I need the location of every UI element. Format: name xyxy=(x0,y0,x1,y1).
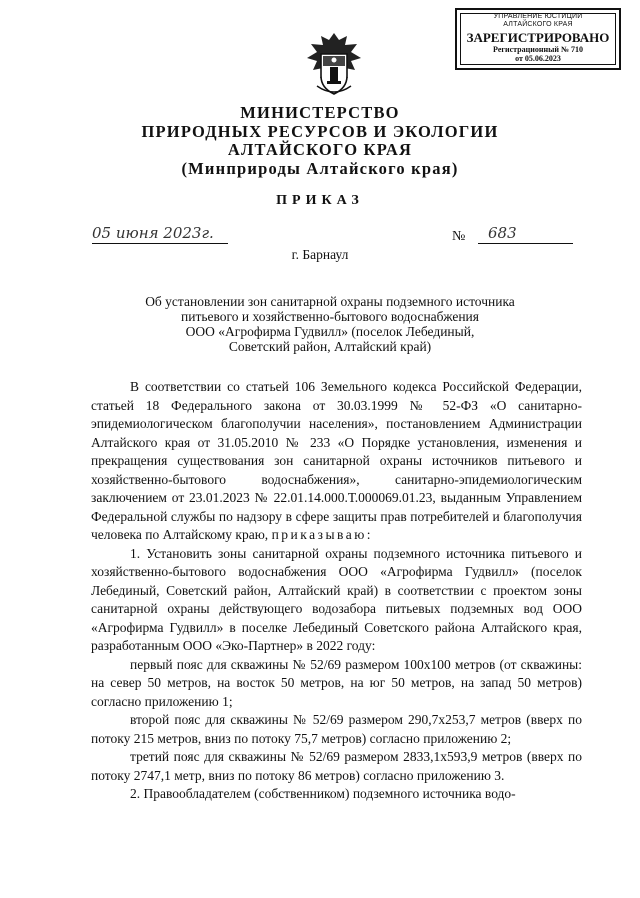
subject-line1: Об установлении зон санитарной охраны подземного источника xyxy=(145,294,515,309)
clause-1-zone-3: третий пояс для скважины № 52/69 размером 2833,1х593,9 метров (вверх по потоку 2747,1 метр, вниз по потоку 86 метров) согласно приложению 3. xyxy=(91,749,582,783)
number-sign: № xyxy=(452,229,466,244)
city: г. Барнаул xyxy=(291,247,349,262)
coat-of-arms-icon xyxy=(303,30,365,100)
ministry-header xyxy=(0,104,640,178)
stamp-line2: АЛТАЙСКОГО КРАЯ xyxy=(503,21,573,28)
subject-line3: ООО «Агрофирма Гудвилл» (поселок Лебединый, xyxy=(185,324,475,339)
number-underline xyxy=(478,243,573,244)
ministry-line3: АЛТАЙСКОГО КРАЯ xyxy=(227,140,413,159)
clause-2: 2. Правообладателем (собственником) подземного источника водо- xyxy=(130,786,516,801)
subject-line2: питьевого и хозяйственно-бытового водоснабжения xyxy=(181,309,479,324)
order-verb: приказываю: xyxy=(271,527,374,542)
handwritten-number: 683 xyxy=(488,224,517,242)
handwritten-date: 05 июня 2023г. xyxy=(92,224,214,242)
preamble-paragraph xyxy=(91,378,582,545)
stamp-title: ЗАРЕГИСТРИРОВАНО xyxy=(466,30,610,45)
stamp-inner-border xyxy=(460,13,616,65)
order-title: ПРИКАЗ xyxy=(276,193,364,208)
clause-1-zone-1: первый пояс для скважины № 52/69 размером 100х100 метров (от скважины: на север 50 метров, на восток 50 метров, на юг 50 метров, на запад 50 метров) согласно приложению 1; xyxy=(91,656,582,709)
ministry-line4: (Минприроды Алтайского края) xyxy=(181,158,459,178)
preamble-text: В соответствии со статьей 106 Земельного кодекса Российской Федерации, статьей 18 Федерального закона от 30.03.1999 № 52-ФЗ «О санитарно-эпидемиологическом благополучии населения», постановлением Администрации Алтайского края от 31.05.2010 № 233 «О Порядке установления, изменения и прекращения существования зон санитарной охраны источников питьевого и хозяйственно-бытового водоснабжения», санитарно-эпидемиологическим заключением от 23.01.2023 № 22.01.14.000.Т.000069.01.23, выданным Управлением Федеральной службы по надзору в сфере защиты прав потребителей и благополучия человека по Алтайскому краю, xyxy=(91,379,582,542)
stamp-reg-number: Регистрационный № 710 xyxy=(493,45,583,54)
clause-1-zone-2: второй пояс для скважины № 52/69 размером 290,7х253,7 метров (вверх по потоку 215 метров, вниз по потоку 75,7 метров) согласно приложению 2; xyxy=(91,712,582,746)
ministry-line2: ПРИРОДНЫХ РЕСУРСОВ И ЭКОЛОГИИ xyxy=(141,121,499,141)
subject-line4: Советский район, Алтайский край) xyxy=(228,339,432,354)
ministry-line1: МИНИСТЕРСТВО xyxy=(240,103,400,122)
clause-1: 1. Установить зоны санитарной охраны подземного источника питьевого и хозяйственно-бытового водоснабжения ООО «Агрофирма Гудвилл» (поселок Лебединый, Советский район, Алтайский край) в соответствии с проектом зоны санитарной охраны действующего водозабора питьевых подземных вод ООО «Агрофирма Гудвилл» в поселке Лебединый Советского района Алтайского края, разработанным ООО «Эко-Партнер» в 2022 году: xyxy=(91,545,582,653)
order-subject xyxy=(130,294,530,354)
stamp-line1: УПРАВЛЕНИЕ ЮСТИЦИИ xyxy=(493,13,583,20)
date-underline xyxy=(92,243,228,244)
stamp-date: от 05.06.2023 xyxy=(515,54,561,63)
order-body xyxy=(91,378,582,804)
registration-stamp xyxy=(455,8,621,70)
